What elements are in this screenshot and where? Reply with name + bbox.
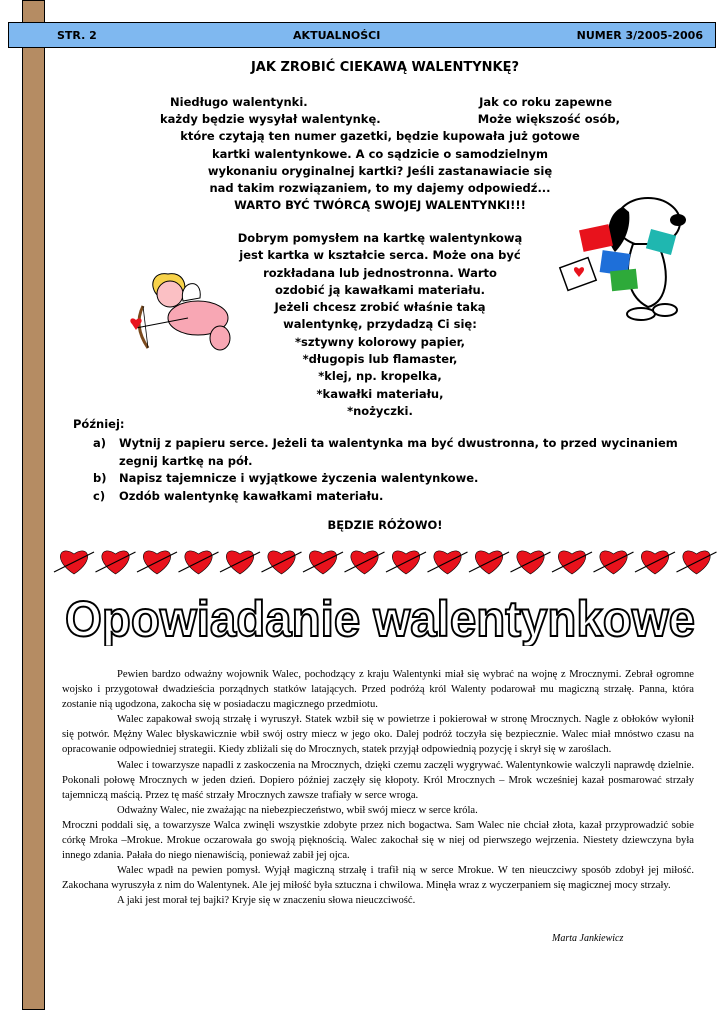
list-item xyxy=(93,470,683,488)
intro-line: wykonaniu oryginalnej kartki? Jeśli zastanawiacie się xyxy=(207,163,553,178)
supplies-line: Jeżeli chcesz zrobić właśnie taką xyxy=(274,300,486,315)
heart-icon xyxy=(552,551,592,574)
heart-icon xyxy=(220,551,260,574)
intro-line: nad takim rozwiązaniem, to my dajemy odpowiedź... xyxy=(209,181,551,196)
heart-icon xyxy=(303,551,343,574)
story-paragraph: Walec i towarzysze napadli z zaskoczenia na Mrocznych, dzięki czemu zaczęli wygrywać. Walentynkowie walczyli naprawdę dzielnie. Pokonali połowę Mrocznych w jeden dzień. Dopiero później zaczęły się kłopoty. Król Mrocznych – Mrok wcześniej kazał posmarować strzały tajemniczą maścią. Przez tę maść strzały Mrocznych zawsze trafiały w serce wroga. xyxy=(62,759,694,801)
intro-row2-left: każdy będzie wysyłał walentynkę. xyxy=(160,112,381,127)
story-paragraph: Odważny Walec, nie zważając na niebezpieczeństwo, wbił swój miecz w serce króla. xyxy=(117,804,478,816)
steps-list xyxy=(93,435,683,505)
heart-icon xyxy=(54,551,94,574)
step-text: Napisz tajemnicze i wyjątkowe życzenia walentynkowe. xyxy=(119,471,479,485)
section-name: AKTUALNOŚCI xyxy=(293,28,381,42)
left-side-bar xyxy=(22,0,45,1010)
heart-icon xyxy=(179,551,219,574)
supplies-line: Dobrym pomysłem na kartkę walentynkową xyxy=(237,231,523,245)
heart-icon xyxy=(594,551,634,574)
story-paragraph: Walec zapakował swoją strzałę i wyruszył. Statek wzbił się w powietrze i pokierował w stronę Mrocznych. Nagle z obłoków wyłonił się potwór. Mężny Walec błyskawicznie wbił swój ostry miecz w jego oko. Dalej podróż toczyła się bezpiecznie. Walec miał mnóstwo czasu na opracowanie odpowiedniej strategii. Kiedy zbliżali się do Mrocznych, statek przyjął odpowiednią pozycję i skrył się w zaroślach. xyxy=(62,714,694,756)
supplies-line: rozkładana lub jednostronna. Warto xyxy=(263,265,497,280)
heart-icon xyxy=(511,551,551,574)
author-name: Marta Jankiewicz xyxy=(552,933,624,944)
step-label: b) xyxy=(93,471,107,485)
supplies-block xyxy=(220,230,540,420)
supplies-line: jest kartka w kształcie serca. Może ona być xyxy=(239,248,521,263)
step-text: Ozdób walentynkę kawałkami materiału. xyxy=(119,488,384,503)
list-item xyxy=(93,488,683,506)
heart-icon xyxy=(635,551,675,574)
story-body xyxy=(62,667,694,909)
intro-row1-left: Niedługo walentynki. xyxy=(170,95,308,109)
step-label: a) xyxy=(93,436,107,450)
story-title-text: Opowiadanie walentynkowe xyxy=(65,591,695,646)
issue-number: NUMER 3/2005-2006 xyxy=(576,28,703,42)
intro-line: WARTO BYĆ TWÓRCĄ SWOJEJ WALENTYNKI!!! xyxy=(234,198,526,213)
list-item xyxy=(93,435,683,470)
cupid-icon xyxy=(130,274,230,350)
heart-icon xyxy=(386,551,426,574)
step-label: c) xyxy=(93,488,106,503)
supplies-line: *długopis lub flamaster, xyxy=(302,352,458,367)
page-number: STR. 2 xyxy=(57,28,97,42)
heart-icon xyxy=(428,551,468,574)
page-header xyxy=(8,22,716,48)
heart-icon xyxy=(137,551,177,574)
story-paragraph: A jaki jest morał tej bajki? Kryje się w znaczeniu słowa nieuczciwość. xyxy=(117,895,416,907)
supplies-line: *sztywny kolorowy papier, xyxy=(295,334,465,349)
supplies-line: *klej, np. kropelka, xyxy=(318,369,442,384)
later-label: Później: xyxy=(73,417,125,431)
cupid-illustration xyxy=(128,266,238,361)
snoopy-illustration xyxy=(553,182,703,332)
story-paragraph: Walec wpadł na pewien pomysł. Wyjął magiczną strzałę i trafił nią w serce Mrokue. W ten nieuczciwy sposób zdobył jej miłość. Zakochana wyruszyła z nim do Walentynek. Ale jej miłość była sztuczna i chwilowa. Minęła wraz z wyczerpaniem się magicznej mocy strzały. xyxy=(62,865,694,892)
supplies-line: walentynkę, przydadzą Ci się: xyxy=(283,317,477,332)
intro-row1-right: Jak co roku zapewne xyxy=(479,95,612,109)
story-paragraph: Pewien bardzo odważny wojownik Walec, pochodzący z kraju Walentynki miał się wybrać na wojnę z Mrocznymi. Zebrał ogromne wojsko i przygotował dwadzieścia porządnych statków latających. Przed podróżą król Walenty podarował mu magiczną strzałę. Panna, która zostanie nią ugodzona, zakocha się w posiadaczu magicznego przedmiotu. xyxy=(62,669,694,711)
supplies-line: *nożyczki. xyxy=(347,403,413,418)
closing-line: BĘDZIE RÓŻOWO! xyxy=(327,518,443,532)
article-title: JAK ZROBIĆ CIEKAWĄ WALENTYNKĘ? xyxy=(250,60,520,75)
story-title xyxy=(60,590,700,646)
heart-icon xyxy=(96,551,136,574)
heart-icon xyxy=(469,551,509,574)
supplies-line: ozdobić ją kawałkami materiału. xyxy=(274,282,486,297)
heart-icon xyxy=(677,551,717,574)
supplies-line: *kawałki materiału, xyxy=(316,386,444,401)
intro-row2-right: Może większość osób, xyxy=(477,112,620,127)
snoopy-icon xyxy=(560,198,686,320)
heart-icon xyxy=(262,551,302,574)
story-paragraph: Mroczni poddali się, a towarzysze Walca zwinęli wszystkie zdobyte przez nich bogactwa. Sam Walec nie chciał złota, kazał przyprowadzić sobie córkę Mroka –Mrokue. Mrokue oczarowała go swoją pięknością. Walec zakochał się w niej od pierwszego wejrzenia. Niestety dziewczyna była innego zdania. Pałała do niego nienawiścią, ponieważ zabił jej ojca. xyxy=(62,819,694,862)
hearts-divider xyxy=(52,544,722,580)
heart-icon xyxy=(345,551,385,574)
intro-line: które czytają ten numer gazetki, będzie kupowała już gotowe xyxy=(180,129,580,144)
intro-line: kartki walentynkowe. A co sądzicie o samodzielnym xyxy=(211,146,549,161)
step-text: Wytnij z papieru serce. Jeżeli ta walentynka ma być dwustronna, to przed wycinaniem zegnij kartkę na pół. xyxy=(119,436,678,468)
